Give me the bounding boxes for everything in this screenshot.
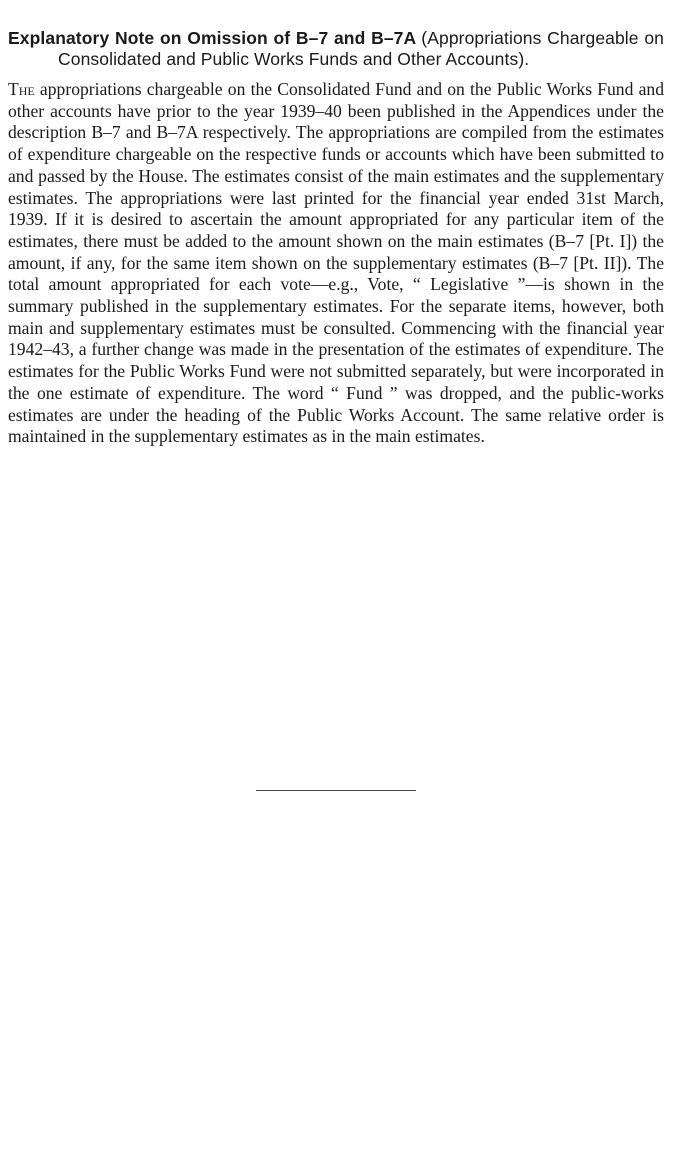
explanatory-paragraph bbox=[8, 79, 664, 448]
lead-word: The bbox=[8, 79, 35, 99]
section-divider bbox=[256, 790, 416, 791]
paragraph-text: appropriations chargeable on the Consolidated Fund and on the Public Works Fund and other accounts have prior to the year 1939–40 been published in the Appendices under the description B–7 and B–7A respectively. The appropriations are compiled from the estimates of expenditure chargeable on the respective funds or accounts which have been submitted to and passed by the House. The estimates consist of the main estimates and the supplementary estimates. The appropriations were last printed for the financial year ended 31st March, 1939. If it is desired to ascertain the amount appropriated for any particular item of the estimates, there must be added to the amount shown on the main estimates (B–7 [Pt. I]) the amount, if any, for the same item shown on the supplementary estimates (B–7 [Pt. II]). The total amount appropriated for each vote—e.g., Vote, “ Legislative ”—is shown in the summary published in the supplementary estimates. For the separate items, however, both main and supplementary estimates must be consulted. Commencing with the financial year 1942–43, a further change was made in the presentation of the estimates of expenditure. The estimates for the Public Works Fund were not submitted separately, but were incorporated in the one estimate of expenditure. The word “ Fund ” was dropped, and the public-works estimates are under the heading of the Public Works Account. The same relative order is maintained in the supplementary estimates as in the main estimates. bbox=[8, 79, 664, 447]
title-main: Explanatory Note on Omission of B–7 and B–7A bbox=[8, 28, 422, 48]
document-page bbox=[8, 28, 664, 448]
title-parenthetical: (Appropriations Chargeable on Consolidated and Public Works Funds and Other Accounts) bbox=[58, 28, 664, 69]
document-title bbox=[8, 28, 664, 70]
title-end: . bbox=[524, 49, 530, 69]
